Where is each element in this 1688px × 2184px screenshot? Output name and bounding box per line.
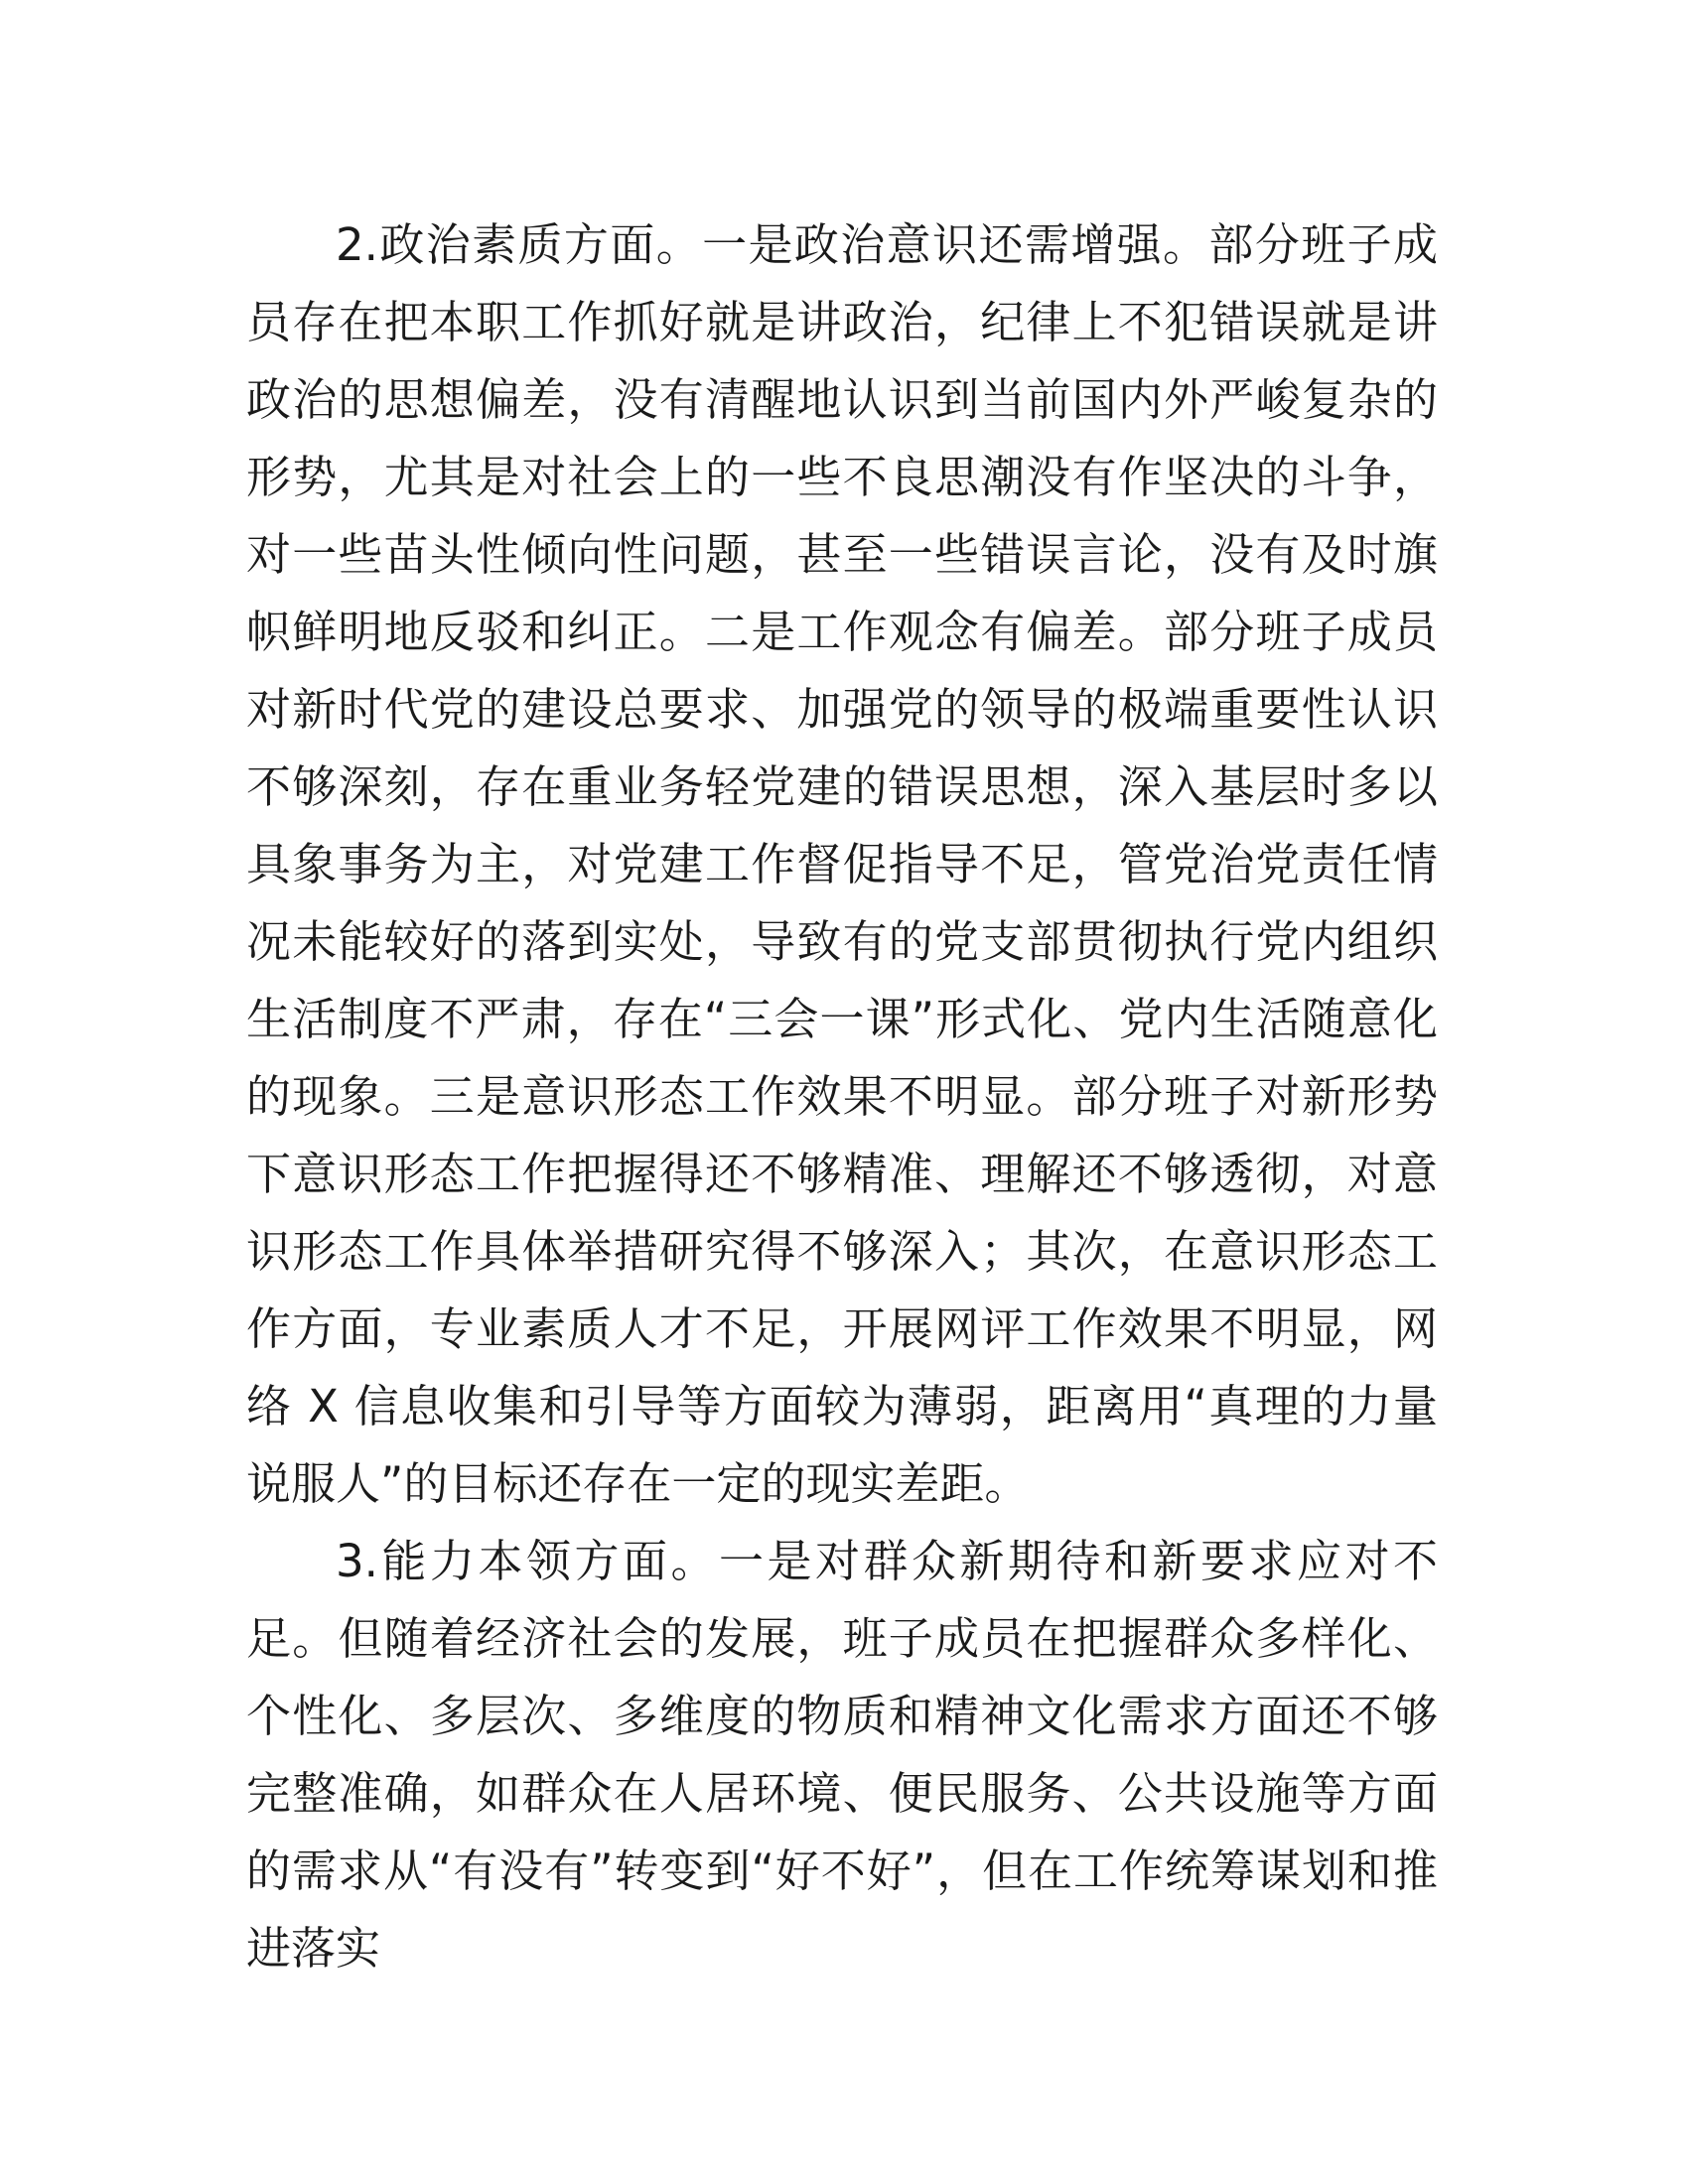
document-body — [246, 206, 1438, 1987]
paragraph-political-quality: 2.政治素质方面。一是政治意识还需增强。部分班子成员存在把本职工作抓好就是讲政治，纪律上不犯错误就是讲政治的思想偏差，没有清醒地认识到当前国内外严峻复杂的形势，尤其是对社会上的一些不良思潮没有作坚决的斗争，对一些苗头性倾向性问题，甚至一些错误言论，没有及时旗帜鲜明地反驳和纠正。二是工作观念有偏差。部分班子成员对新时代党的建设总要求、加强党的领导的极端重要性认识不够深刻，存在重业务轻党建的错误思想，深入基层时多以具象事务为主，对党建工作督促指导不足，管党治党责任情况未能较好的落到实处，导致有的党支部贯彻执行党内组织生活制度不严肃，存在“三会一课”形式化、党内生活随意化的现象。三是意识形态工作效果不明显。部分班子对新形势下意识形态工作把握得还不够精准、理解还不够透彻，对意识形态工作具体举措研究得不够深入；其次，在意识形态工作方面，专业素质人才不足，开展网评工作效果不明显，网络 X 信息收集和引导等方面较为薄弱，距离用“真理的力量说服人”的目标还存在一定的现实差距。 — [246, 218, 1438, 1510]
paragraph-ability-skills: 3.能力本领方面。一是对群众新期待和新要求应对不足。但随着经济社会的发展，班子成员在把握群众多样化、个性化、多层次、多维度的物质和精神文化需求方面还不够完整准确，如群众在人居环境、便民服务、公共设施等方面的需求从“有没有”转变到“好不好”，但在工作统筹谋划和推进落实 — [246, 1535, 1438, 1975]
